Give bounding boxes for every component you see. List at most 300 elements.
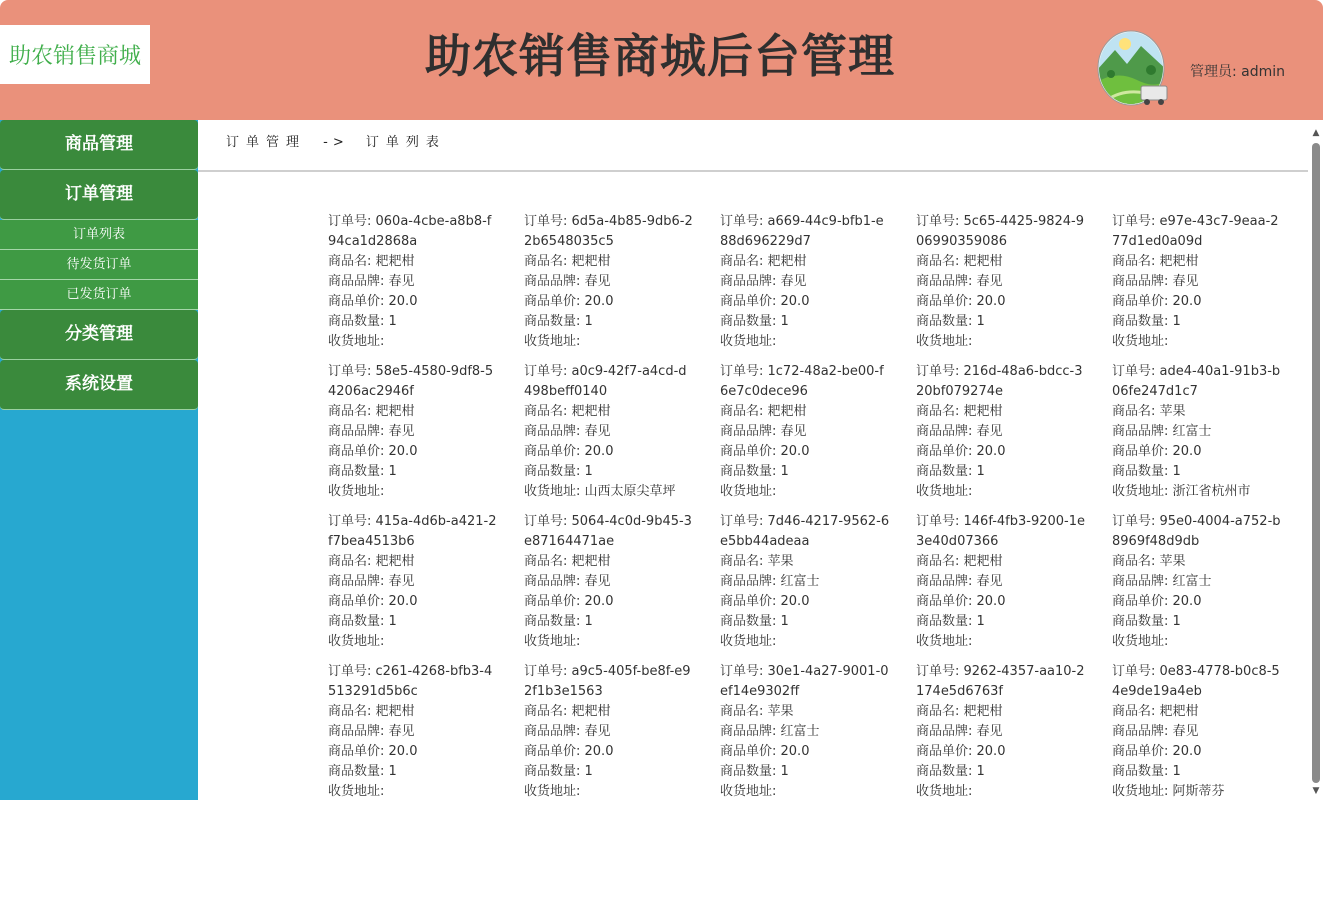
order-id-value: e97e-43c7-9eaa-277d1ed0a09d <box>1112 214 1279 249</box>
order-price-label: 商品单价: <box>328 744 389 759</box>
triangle-down-icon[interactable]: ▼ <box>1312 786 1320 796</box>
order-address-line <box>1112 632 1308 652</box>
order-qty-line <box>916 462 1112 482</box>
order-address-label: 收货地址: <box>328 634 385 649</box>
order-address-value: 浙江省杭州市 <box>1172 484 1251 499</box>
order-price-value: 20.0 <box>388 744 418 759</box>
order-brand-value: 红富士 <box>1172 424 1212 439</box>
order-qty-value: 1 <box>976 764 985 779</box>
order-qty-label: 商品数量: <box>1112 314 1173 329</box>
order-address-label: 收货地址: <box>328 334 385 349</box>
order-name-value: 耙耙柑 <box>571 704 611 719</box>
order-qty-label: 商品数量: <box>524 764 585 779</box>
order-brand-label: 商品品牌: <box>524 574 585 589</box>
order-address-line <box>916 632 1112 652</box>
order-address-label: 收货地址: <box>524 634 581 649</box>
order-price-value: 20.0 <box>976 594 1006 609</box>
order-brand-value: 春见 <box>584 274 611 289</box>
order-qty-value: 1 <box>388 314 397 329</box>
order-name-label: 商品名: <box>916 554 964 569</box>
order-id-value: 415a-4d6b-a421-2f7bea4513b6 <box>328 514 497 549</box>
order-address-line <box>720 782 916 802</box>
order-brand-label: 商品品牌: <box>524 274 585 289</box>
order-qty-value: 1 <box>976 314 985 329</box>
order-name-value: 耙耙柑 <box>375 704 415 719</box>
order-brand-label: 商品品牌: <box>916 274 977 289</box>
order-qty-label: 商品数量: <box>720 614 781 629</box>
order-brand-line <box>720 722 916 742</box>
order-qty-value: 1 <box>388 614 397 629</box>
order-price-value: 20.0 <box>1172 444 1202 459</box>
order-qty-line <box>916 612 1112 632</box>
order-name-label: 商品名: <box>916 254 964 269</box>
order-qty-label: 商品数量: <box>328 614 389 629</box>
order-brand-value: 春见 <box>976 424 1003 439</box>
order-id-value: 060a-4cbe-a8b8-f94ca1d2868a <box>328 214 492 249</box>
order-id-line <box>916 512 1086 552</box>
order-name-line <box>720 252 916 272</box>
order-price-line <box>524 442 720 462</box>
order-id-label: 订单号: <box>1112 664 1160 679</box>
farm-landscape-avatar-icon <box>1097 30 1169 108</box>
order-brand-line <box>328 572 524 592</box>
order-name-line <box>1112 252 1308 272</box>
order-address-label: 收货地址: <box>1112 334 1169 349</box>
order-qty-value: 1 <box>780 614 789 629</box>
order-card[interactable] <box>1112 212 1308 352</box>
order-address-line <box>524 482 720 502</box>
order-price-value: 20.0 <box>780 294 810 309</box>
order-price-label: 商品单价: <box>916 744 977 759</box>
order-id-line <box>524 512 694 552</box>
order-id-value: 95e0-4004-a752-b8969f48d9db <box>1112 514 1281 549</box>
order-id-line <box>720 362 890 402</box>
order-qty-value: 1 <box>388 764 397 779</box>
order-qty-value: 1 <box>780 464 789 479</box>
order-card[interactable] <box>720 512 916 652</box>
order-price-label: 商品单价: <box>720 744 781 759</box>
order-card[interactable] <box>328 662 524 802</box>
order-price-line <box>720 742 916 762</box>
order-card[interactable] <box>720 362 916 502</box>
order-price-label: 商品单价: <box>328 444 389 459</box>
order-name-line <box>720 552 916 572</box>
order-price-line <box>524 742 720 762</box>
order-id-label: 订单号: <box>524 214 572 229</box>
order-price-value: 20.0 <box>1172 594 1202 609</box>
sidebar-group-orders[interactable]: 订单管理 <box>0 170 198 220</box>
order-price-label: 商品单价: <box>524 444 585 459</box>
order-price-line <box>524 592 720 612</box>
order-id-value: 7d46-4217-9562-6e5bb44adeaa <box>720 514 890 549</box>
order-address-label: 收货地址: <box>1112 784 1173 799</box>
order-price-label: 商品单价: <box>1112 444 1173 459</box>
order-qty-line <box>524 312 720 332</box>
order-name-value: 耙耙柑 <box>963 404 1003 419</box>
order-id-label: 订单号: <box>1112 364 1160 379</box>
order-card[interactable] <box>916 662 1112 802</box>
order-address-line <box>720 632 916 652</box>
order-address-label: 收货地址: <box>1112 634 1169 649</box>
order-brand-label: 商品品牌: <box>720 424 781 439</box>
order-name-label: 商品名: <box>916 404 964 419</box>
order-brand-label: 商品品牌: <box>524 724 585 739</box>
sidebar-group-settings[interactable]: 系统设置 <box>0 360 198 410</box>
order-card[interactable] <box>524 362 720 502</box>
order-id-line <box>524 662 694 702</box>
order-brand-label: 商品品牌: <box>720 574 781 589</box>
order-price-value: 20.0 <box>780 594 810 609</box>
order-id-label: 订单号: <box>916 514 964 529</box>
order-brand-label: 商品品牌: <box>1112 424 1173 439</box>
order-address-line <box>1112 782 1308 802</box>
order-id-line <box>1112 362 1282 402</box>
order-brand-value: 春见 <box>388 274 415 289</box>
order-price-value: 20.0 <box>780 444 810 459</box>
order-brand-label: 商品品牌: <box>916 424 977 439</box>
scrollbar[interactable] <box>1309 128 1323 796</box>
logo-text: 助农销售商城 <box>8 44 141 69</box>
order-card[interactable] <box>916 512 1112 652</box>
order-id-value: 5c65-4425-9824-906990359086 <box>916 214 1084 249</box>
order-id-label: 订单号: <box>1112 514 1160 529</box>
order-brand-label: 商品品牌: <box>916 574 977 589</box>
order-qty-line <box>720 312 916 332</box>
triangle-up-icon[interactable]: ▲ <box>1312 128 1320 138</box>
order-id-label: 订单号: <box>524 664 572 679</box>
order-name-line <box>916 552 1112 572</box>
order-id-label: 订单号: <box>916 664 964 679</box>
order-address-label: 收货地址: <box>916 634 973 649</box>
order-price-label: 商品单价: <box>720 444 781 459</box>
order-brand-value: 春见 <box>388 574 415 589</box>
order-address-label: 收货地址: <box>524 484 585 499</box>
order-address-line <box>524 632 720 652</box>
order-address-label: 收货地址: <box>524 784 581 799</box>
order-qty-line <box>720 762 916 782</box>
order-brand-value: 春见 <box>780 274 807 289</box>
order-name-label: 商品名: <box>328 554 376 569</box>
order-qty-line <box>720 462 916 482</box>
order-brand-label: 商品品牌: <box>328 724 389 739</box>
order-id-value: 0e83-4778-b0c8-54e9de19a4eb <box>1112 664 1280 699</box>
order-price-label: 商品单价: <box>524 744 585 759</box>
order-brand-line <box>524 272 720 292</box>
order-brand-line <box>916 722 1112 742</box>
order-card[interactable] <box>328 212 524 352</box>
order-name-line <box>328 552 524 572</box>
order-address-label: 收货地址: <box>720 334 777 349</box>
order-price-line <box>524 292 720 312</box>
order-qty-label: 商品数量: <box>524 464 585 479</box>
order-qty-line <box>720 612 916 632</box>
order-id-value: 216d-48a6-bdcc-320bf079274e <box>916 364 1083 399</box>
order-brand-line <box>328 272 524 292</box>
order-name-label: 商品名: <box>328 704 376 719</box>
order-name-value: 耙耙柑 <box>963 254 1003 269</box>
order-name-label: 商品名: <box>524 254 572 269</box>
order-price-line <box>916 592 1112 612</box>
order-name-line <box>524 402 720 422</box>
order-price-line <box>916 442 1112 462</box>
order-name-label: 商品名: <box>328 254 376 269</box>
order-id-label: 订单号: <box>720 514 768 529</box>
order-id-line <box>720 662 890 702</box>
order-name-line <box>720 702 916 722</box>
order-brand-label: 商品品牌: <box>1112 274 1173 289</box>
order-card[interactable] <box>720 662 916 802</box>
order-name-line <box>1112 402 1308 422</box>
order-price-line <box>328 742 524 762</box>
order-id-value: c261-4268-bfb3-4513291d5b6c <box>328 664 493 699</box>
order-name-value: 耙耙柑 <box>375 404 415 419</box>
order-name-label: 商品名: <box>1112 704 1160 719</box>
order-name-line <box>916 402 1112 422</box>
order-qty-label: 商品数量: <box>916 314 977 329</box>
order-brand-line <box>524 572 720 592</box>
order-id-line <box>916 212 1086 252</box>
order-name-label: 商品名: <box>720 554 768 569</box>
order-qty-value: 1 <box>584 764 593 779</box>
order-id-line <box>1112 662 1282 702</box>
order-qty-label: 商品数量: <box>328 464 389 479</box>
order-name-label: 商品名: <box>1112 554 1160 569</box>
order-address-line <box>916 782 1112 802</box>
order-qty-label: 商品数量: <box>328 764 389 779</box>
order-price-label: 商品单价: <box>328 594 389 609</box>
order-qty-value: 1 <box>388 464 397 479</box>
order-qty-value: 1 <box>780 314 789 329</box>
order-name-value: 耙耙柑 <box>571 404 611 419</box>
order-name-label: 商品名: <box>524 554 572 569</box>
order-id-line <box>720 212 890 252</box>
order-price-line <box>328 292 524 312</box>
order-price-value: 20.0 <box>584 444 614 459</box>
order-qty-label: 商品数量: <box>1112 614 1173 629</box>
order-brand-label: 商品品牌: <box>720 274 781 289</box>
order-brand-line <box>1112 422 1308 442</box>
order-name-value: 耙耙柑 <box>963 704 1003 719</box>
order-qty-label: 商品数量: <box>916 614 977 629</box>
sidebar-group-products[interactable]: 商品管理 <box>0 120 198 170</box>
order-card[interactable] <box>328 362 524 502</box>
order-brand-label: 商品品牌: <box>1112 574 1173 589</box>
scrollbar-thumb[interactable] <box>1312 143 1320 783</box>
order-brand-label: 商品品牌: <box>1112 724 1173 739</box>
order-address-label: 收货地址: <box>1112 484 1173 499</box>
order-qty-line <box>1112 312 1308 332</box>
order-address-label: 收货地址: <box>328 484 385 499</box>
order-price-line <box>720 442 916 462</box>
order-card[interactable] <box>524 662 720 802</box>
order-brand-value: 春见 <box>1172 274 1199 289</box>
order-brand-line <box>916 272 1112 292</box>
order-qty-value: 1 <box>584 464 593 479</box>
order-address-label: 收货地址: <box>916 484 973 499</box>
order-price-line <box>328 592 524 612</box>
order-brand-value: 春见 <box>976 574 1003 589</box>
order-name-label: 商品名: <box>720 704 768 719</box>
order-price-value: 20.0 <box>388 594 418 609</box>
order-card[interactable] <box>524 212 720 352</box>
order-address-label: 收货地址: <box>720 484 777 499</box>
order-qty-line <box>1112 762 1308 782</box>
order-qty-value: 1 <box>584 314 593 329</box>
order-qty-label: 商品数量: <box>916 464 977 479</box>
order-id-value: a0c9-42f7-a4cd-d498beff0140 <box>524 364 687 399</box>
order-price-value: 20.0 <box>584 294 614 309</box>
order-name-label: 商品名: <box>524 404 572 419</box>
order-name-label: 商品名: <box>1112 404 1160 419</box>
sidebar-item-order-list[interactable]: 订单列表 <box>0 220 198 250</box>
order-card[interactable] <box>524 512 720 652</box>
order-card[interactable] <box>1112 662 1308 802</box>
order-price-label: 商品单价: <box>1112 294 1173 309</box>
breadcrumb-current: 订单列表 <box>365 135 446 150</box>
order-id-label: 订单号: <box>328 664 376 679</box>
order-id-value: 9262-4357-aa10-2174e5d6763f <box>916 664 1085 699</box>
order-qty-line <box>328 462 524 482</box>
order-brand-line <box>524 422 720 442</box>
order-qty-line <box>328 762 524 782</box>
order-name-value: 耙耙柑 <box>375 254 415 269</box>
order-name-line <box>328 702 524 722</box>
logo[interactable] <box>0 25 150 84</box>
order-name-line <box>328 252 524 272</box>
order-brand-line <box>720 272 916 292</box>
order-card[interactable] <box>1112 362 1308 502</box>
order-price-value: 20.0 <box>584 744 614 759</box>
order-brand-label: 商品品牌: <box>720 724 781 739</box>
order-id-label: 订单号: <box>328 214 376 229</box>
order-qty-line <box>524 762 720 782</box>
order-price-label: 商品单价: <box>524 294 585 309</box>
order-brand-value: 红富士 <box>1172 574 1212 589</box>
order-price-label: 商品单价: <box>1112 594 1173 609</box>
order-brand-value: 春见 <box>1172 724 1199 739</box>
order-address-label: 收货地址: <box>328 784 385 799</box>
order-price-label: 商品单价: <box>1112 744 1173 759</box>
order-name-value: 苹果 <box>1159 554 1186 569</box>
order-price-line <box>1112 292 1308 312</box>
order-id-value: a9c5-405f-be8f-e92f1b3e1563 <box>524 664 691 699</box>
order-name-label: 商品名: <box>916 704 964 719</box>
order-address-line <box>720 482 916 502</box>
order-address-line <box>1112 332 1308 352</box>
order-name-value: 耙耙柑 <box>767 404 807 419</box>
order-brand-line <box>916 422 1112 442</box>
order-price-label: 商品单价: <box>916 294 977 309</box>
order-qty-value: 1 <box>1172 464 1181 479</box>
order-card[interactable] <box>328 512 524 652</box>
order-id-line <box>524 362 694 402</box>
order-price-label: 商品单价: <box>916 594 977 609</box>
order-brand-line <box>1112 272 1308 292</box>
order-id-line <box>916 362 1086 402</box>
order-address-value: 阿斯蒂芬 <box>1172 784 1225 799</box>
order-price-value: 20.0 <box>1172 294 1202 309</box>
order-id-label: 订单号: <box>916 214 964 229</box>
order-brand-value: 春见 <box>780 424 807 439</box>
order-name-value: 耙耙柑 <box>375 554 415 569</box>
order-brand-value: 春见 <box>388 724 415 739</box>
order-price-line <box>720 292 916 312</box>
order-price-line <box>916 292 1112 312</box>
order-id-value: 146f-4fb3-9200-1e3e40d07366 <box>916 514 1085 549</box>
header-bar <box>0 0 1323 120</box>
order-name-value: 苹果 <box>767 554 794 569</box>
order-card[interactable] <box>720 212 916 352</box>
order-qty-value: 1 <box>976 464 985 479</box>
order-brand-value: 春见 <box>584 724 611 739</box>
order-brand-label: 商品品牌: <box>328 274 389 289</box>
sidebar-item-shipped-orders[interactable]: 已发货订单 <box>0 280 198 310</box>
order-card[interactable] <box>1112 512 1308 652</box>
order-name-value: 耙耙柑 <box>571 554 611 569</box>
order-brand-value: 春见 <box>976 274 1003 289</box>
order-card[interactable] <box>916 362 1112 502</box>
order-name-label: 商品名: <box>1112 254 1160 269</box>
breadcrumb-separator: -> <box>323 135 349 150</box>
order-name-line <box>1112 702 1308 722</box>
order-brand-line <box>524 722 720 742</box>
sidebar <box>0 120 198 800</box>
order-id-value: 58e5-4580-9df8-54206ac2946f <box>328 364 494 399</box>
order-address-value: 山西太原尖草坪 <box>584 484 676 499</box>
order-address-line <box>916 332 1112 352</box>
order-price-line <box>1112 592 1308 612</box>
order-address-line <box>328 782 524 802</box>
order-name-value: 苹果 <box>767 704 794 719</box>
order-brand-line <box>328 722 524 742</box>
order-name-label: 商品名: <box>720 404 768 419</box>
order-brand-value: 春见 <box>976 724 1003 739</box>
order-qty-value: 1 <box>584 614 593 629</box>
order-price-label: 商品单价: <box>720 594 781 609</box>
order-id-label: 订单号: <box>524 364 572 379</box>
order-id-line <box>328 212 498 252</box>
sidebar-group-categories[interactable]: 分类管理 <box>0 310 198 360</box>
order-id-value: 6d5a-4b85-9db6-22b6548035c5 <box>524 214 693 249</box>
breadcrumb-section[interactable]: 订单管理 <box>226 135 307 150</box>
order-id-value: 5064-4c0d-9b45-3e87164471ae <box>524 514 692 549</box>
order-brand-value: 红富士 <box>780 724 820 739</box>
order-id-value: 1c72-48a2-be00-f6e7c0dece96 <box>720 364 884 399</box>
order-id-label: 订单号: <box>916 364 964 379</box>
order-id-value: 30e1-4a27-9001-0ef14e9302ff <box>720 664 889 699</box>
order-id-line <box>524 212 694 252</box>
order-id-line <box>1112 512 1282 552</box>
admin-label: 管理员: admin <box>1190 64 1286 80</box>
order-qty-label: 商品数量: <box>1112 464 1173 479</box>
order-card[interactable] <box>916 212 1112 352</box>
order-id-value: ade4-40a1-91b3-b06fe247d1c7 <box>1112 364 1281 399</box>
order-brand-line <box>720 422 916 442</box>
order-name-label: 商品名: <box>720 254 768 269</box>
sidebar-item-pending-orders[interactable]: 待发货订单 <box>0 250 198 280</box>
order-id-label: 订单号: <box>720 664 768 679</box>
order-qty-value: 1 <box>976 614 985 629</box>
order-qty-label: 商品数量: <box>524 614 585 629</box>
order-name-value: 耙耙柑 <box>767 254 807 269</box>
order-address-label: 收货地址: <box>916 784 973 799</box>
order-address-line <box>524 782 720 802</box>
order-qty-line <box>328 312 524 332</box>
avatar[interactable] <box>1097 30 1169 108</box>
order-id-line <box>1112 212 1282 252</box>
order-name-line <box>524 702 720 722</box>
order-qty-line <box>1112 612 1308 632</box>
